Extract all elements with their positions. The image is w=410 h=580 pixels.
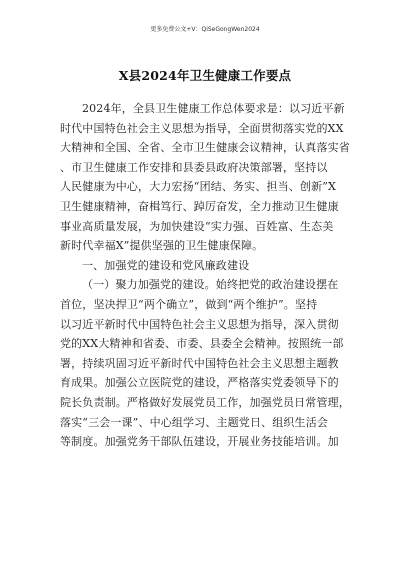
paragraph-line: 人民健康为中心，大力宏扬“团结、务实、担当、创新”X: [60, 180, 336, 194]
paragraph-line: 卫生健康精神，奋楫笃行、踔厉奋发，全力推动卫生健康: [60, 199, 339, 213]
paragraph-line: 大精神和全国、全省、全市卫生健康会议精神，认真落实省: [60, 141, 350, 155]
paragraph-line: 育成果。加强公立医院党的建设，严格落实党委领导下的: [60, 376, 339, 390]
paragraph-line: 首位，坚决捍卫“两个确立”，做到“两个维护”。坚持: [60, 297, 318, 311]
paragraph-line: 院长负责制。严格做好发展党员工作，加强党员日常管理，: [60, 395, 350, 409]
document-title: X县2024年卫生健康工作要点: [118, 68, 292, 83]
paragraph-line: 事业高质量发展，为加快建设“实力强、百姓富、生态美: [60, 219, 334, 233]
paragraph-line: 、市卫生健康工作安排和县委县政府决策部署，坚持以: [60, 160, 328, 174]
body-text: [60, 99, 350, 452]
paragraph-line: 以习近平新时代中国特色社会主义思想为指导，深入贯彻: [60, 317, 339, 331]
section-heading: 一、加强党的建设和党风廉政建设: [82, 258, 250, 272]
paragraph-line: 党的XX大精神和省委、市委、县委全会精神。按照统一部: [60, 337, 344, 351]
paragraph-line: （一）聚力加强党的建设。始终把党的政治建设摆在: [82, 278, 339, 292]
paragraph-line: 时代中国特色社会主义思想为指导，全面贯彻落实党的XX: [60, 121, 344, 135]
header-note: 更多免费公文+V：QiSeGongWen2024: [150, 26, 260, 33]
paragraph-line: 等制度。加强党务干部队伍建设，开展业务技能培训。加: [60, 435, 339, 449]
paragraph-line: 落实“三会一课”、中心组学习、主题党日、组织生活会: [60, 415, 328, 429]
paragraph-line: 2024年，全县卫生健康工作总体要求是：以习近平新: [82, 102, 345, 115]
paragraph-line: 署，持续巩固习近平新时代中国特色社会主义思想主题教: [60, 356, 339, 370]
paragraph-line: 新时代幸福X”提供坚强的卫生健康保障。: [60, 239, 264, 253]
